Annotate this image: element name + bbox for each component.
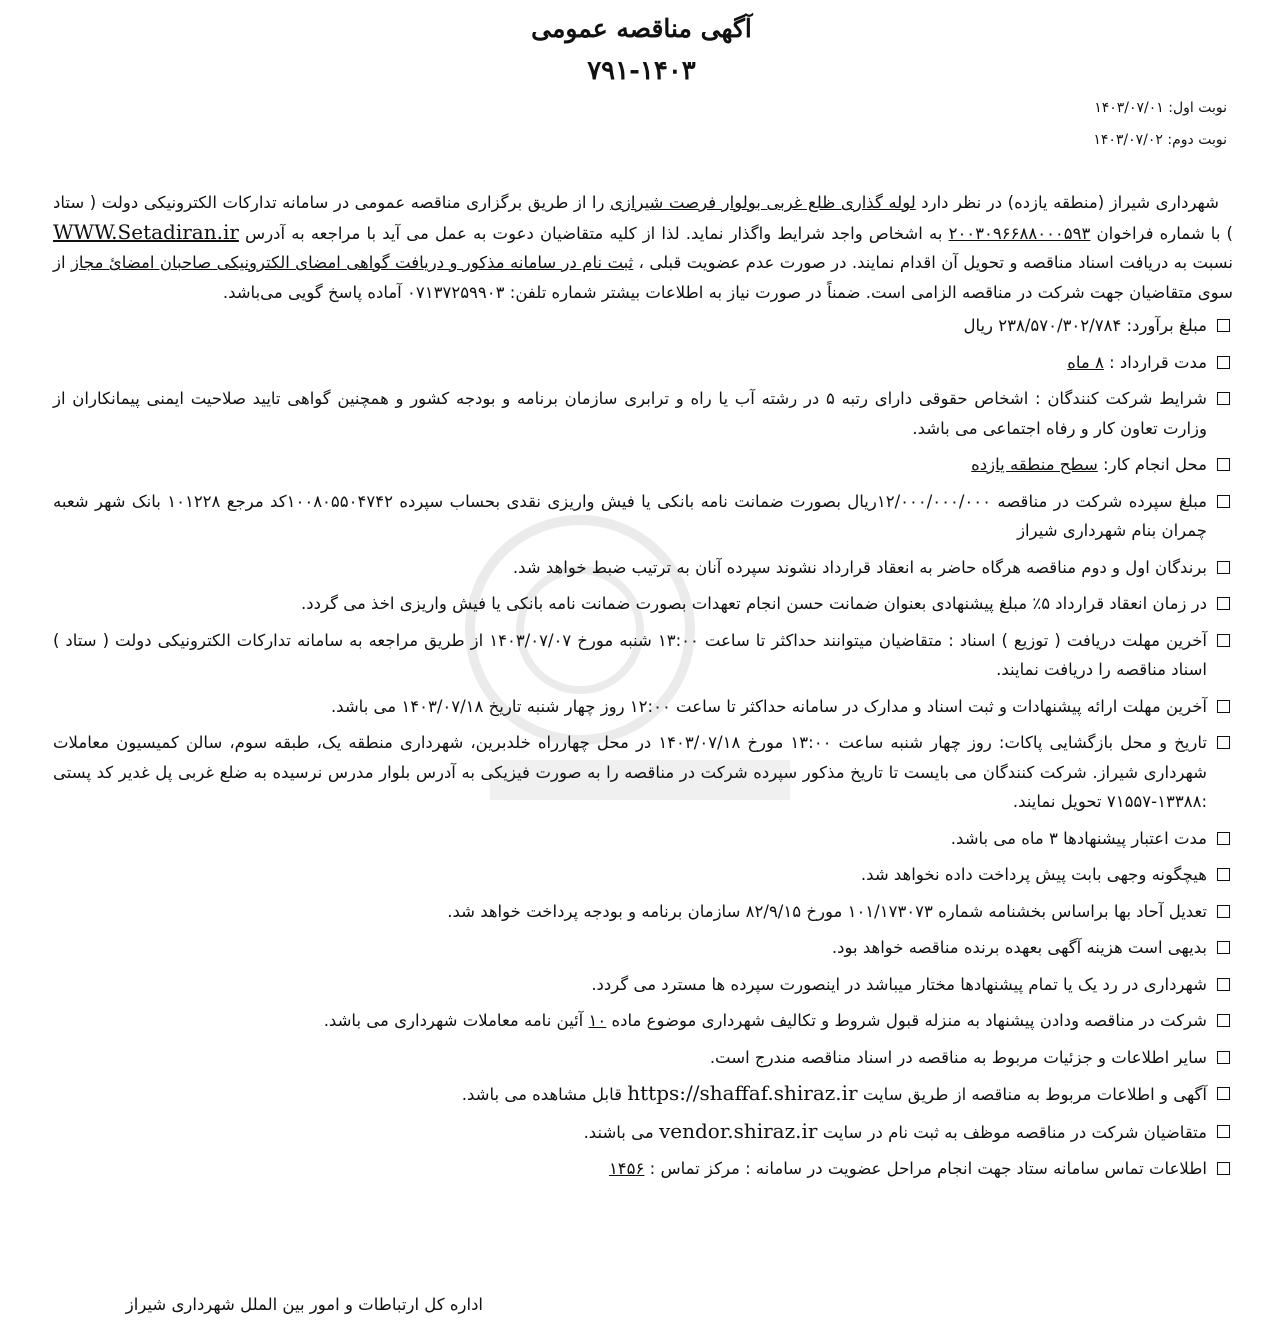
tender-number: ۲۰۰۳۰۹۶۶۸۸۰۰۰۵۹۳ <box>948 223 1091 243</box>
intro-text-2: را از طریق برگزاری مناقصه عمومی در سامانه تدارکات الکترونیکی دولت ( ستاد ) با شماره فراخوان <box>53 193 1233 243</box>
condition-item <box>53 824 1233 854</box>
condition-text: مدت قرارداد : <box>1103 352 1207 372</box>
condition-text: در زمان انعقاد قرارداد ۵٪ مبلغ پیشنهادی بعنوان ضمانت حسن انجام تعهدات بصورت ضمانت نامه بانکی یا فیش واریزی اخذ می گردد. <box>301 594 1207 613</box>
condition-highlight: ۱۰ <box>588 1011 607 1030</box>
condition-text: آگهی و اطلاعات مربوط به مناقصه از طریق سایت <box>857 1085 1207 1104</box>
condition-item <box>53 589 1233 619</box>
condition-item <box>53 553 1233 583</box>
condition-text: آخرین مهلت ارائه پیشنهادات و ثبت اسناد و مدارک در سامانه حداکثر تا ساعت ۱۲:۰۰ روز چهار شنبه تاریخ ۱۴۰۳/۰۷/۱۸ می باشد. <box>330 696 1207 716</box>
checkbox-bullet-icon <box>1217 1162 1230 1175</box>
condition-highlight: ۱۴۵۶ <box>608 1159 645 1178</box>
condition-item <box>53 1079 1233 1110</box>
checkbox-bullet-icon <box>1217 832 1230 845</box>
condition-highlight: سطح منطقه یازده <box>971 455 1098 474</box>
condition-text: بدیهی است هزینه آگهی بعهده برنده مناقصه خواهد بود. <box>831 938 1207 957</box>
condition-text: برندگان اول و دوم مناقصه هرگاه حاضر به انعقاد قرارداد نشوند سپرده آنان به ترتیب ضبط خواهد شد. <box>512 557 1207 577</box>
condition-text: تاریخ و محل بازگشایی پاکات: روز چهار شنبه ساعت ۱۳:۰۰ مورخ ۱۴۰۳/۰۷/۱۸ در محل چهارراه خلدبرین، شهرداری منطقه یک، طبقه سوم، سالن کمیسیون معاملات شهرداری شیراز. شرکت کنندگان می بایست تا تاریخ مذکور سپرده شرکت در مناقصه را به صورت فیزیکی به آدرس بلوار مدرس نرسیده به ضلع غربی پل غدیر کد پستی :۱۳۳۸۸-۷۱۵۵۷ تحویل نمایند. <box>53 733 1207 811</box>
condition-text: اطلاعات تماس سامانه ستاد جهت انجام مراحل عضویت در سامانه : مرکز تماس : <box>644 1159 1207 1178</box>
condition-text: مبلغ سپرده شرکت در مناقصه ۱۲/۰۰۰/۰۰۰/۰۰۰ریال بصورت ضمانت نامه بانکی یا فیش واریزی نقدی بحساب سپرده ۱۰۰۸۰۵۵۰۴۷۴۲کد مرجع ۱۰۱۲۲۸ بانک شهر شعبه چمران بنام شهرداری شیراز <box>53 491 1208 540</box>
condition-item <box>53 728 1233 817</box>
condition-text: مبلغ برآورد: ۲۳۸/۵۷۰/۳۰۲/۷۸۴ ریال <box>963 316 1207 335</box>
notice-body <box>53 188 1233 1191</box>
condition-item <box>53 860 1233 890</box>
condition-text: تعدیل آحاد بها براساس بخشنامه شماره ۱۰۱/۱۷۳۰۷۳ مورخ ۸۲/۹/۱۵ سازمان برنامه و بودجه پرداخت خواهد شد. <box>447 901 1207 921</box>
checkbox-bullet-icon <box>1217 634 1230 647</box>
condition-text: شرکت در مناقصه ودادن پیشنهاد به منزله قبول شروط و تکالیف شهرداری موضوع ماده <box>606 1011 1207 1030</box>
condition-item <box>53 692 1233 722</box>
condition-text-tail: قابل مشاهده می باشد. <box>461 1085 628 1104</box>
condition-text: آخرین مهلت دریافت ( توزیع ) اسناد : متقاضیان میتوانند حداکثر تا ساعت ۱۳:۰۰ شنبه مورخ ۱۴۰۳/۰۷/۰۷ از طریق مراجعه به سامانه تدارکات الکترونیکی دولت ( ستاد ) اسناد مناقصه را دریافت نمایند. <box>53 630 1207 679</box>
checkbox-bullet-icon <box>1217 941 1230 954</box>
intro-text-1: شهرداری شیراز (منطقه یازده) در نظر دارد <box>915 193 1219 212</box>
condition-highlight: ۸ ماه <box>1067 352 1104 372</box>
condition-item <box>53 348 1233 378</box>
intro-text-3: به اشخاص واجد شرایط واگذار نماید. لذا از کلیه متقاضیان دعوت به عمل می آید با مراجعه به آدرس <box>238 223 949 243</box>
condition-text: شرایط شرکت کنندگان : اشخاص حقوقی دارای رتبه ۵ در رشته آب یا راه و ترابری سازمان برنامه و بودجه کشور و همچنین گواهی تایید صلاحیت ایمنی پیمانکاران از وزارت تعاون کار و رفاه اجتماعی می باشد. <box>53 389 1207 438</box>
notice-number: ۷۹۱-۱۴۰۳ <box>587 56 696 86</box>
condition-item <box>53 450 1233 480</box>
condition-text: متقاضیان شرکت در مناقصه موظف به ثبت نام در سایت <box>817 1122 1207 1142</box>
condition-text: شهرداری در رد یک یا تمام پیشنهادها مختار میباشد در اینصورت سپرده ها مسترد می گردد. <box>591 974 1207 994</box>
checkbox-bullet-icon <box>1217 736 1230 749</box>
registration-requirement: ثبت نام در سامانه مذکور و دریافت گواهی امضای الکترونیکی صاحبان امضائ مجاز <box>70 253 634 272</box>
condition-item <box>53 933 1233 963</box>
checkbox-bullet-icon <box>1217 1051 1230 1064</box>
site-link[interactable]: vendor.shiraz.ir <box>658 1118 818 1143</box>
checkbox-bullet-icon <box>1217 495 1230 508</box>
checkbox-bullet-icon <box>1217 1087 1230 1100</box>
condition-item <box>53 626 1233 685</box>
condition-item <box>53 970 1233 1000</box>
condition-item <box>53 384 1233 443</box>
checkbox-bullet-icon <box>1217 868 1230 881</box>
intro-paragraph <box>53 188 1233 307</box>
setad-site-link[interactable]: WWW.Setadiran.ir <box>53 219 239 244</box>
condition-text-tail: آئین نامه معاملات شهرداری می باشد. <box>323 1011 589 1030</box>
condition-item <box>53 1043 1233 1073</box>
condition-item <box>53 311 1233 341</box>
checkbox-bullet-icon <box>1217 458 1230 471</box>
condition-text: هیچگونه وجهی بابت پیش پرداخت داده نخواهد شد. <box>860 865 1207 884</box>
checkbox-bullet-icon <box>1217 561 1230 574</box>
condition-item <box>53 1006 1233 1036</box>
checkbox-bullet-icon <box>1217 1125 1230 1138</box>
checkbox-bullet-icon <box>1217 356 1230 369</box>
checkbox-bullet-icon <box>1217 700 1230 713</box>
intro-text-4: نسبت به دریافت اسناد مناقصه و تحویل آن اقدام نمایند. در صورت عدم عضویت قبلی ، <box>633 253 1233 272</box>
condition-text-tail: می باشند. <box>583 1122 659 1142</box>
checkbox-bullet-icon <box>1217 319 1230 332</box>
condition-text: سایر اطلاعات و جزئیات مربوط به مناقصه در اسناد مناقصه مندرج است. <box>709 1047 1207 1067</box>
checkbox-bullet-icon <box>1217 905 1230 918</box>
first-publish-date: نوبت اول: ۱۴۰۳/۰۷/۰۱ <box>1094 100 1227 116</box>
condition-item <box>53 487 1233 546</box>
project-title: لوله گذاری ظلع غربی بولوار فرصت شیرازی <box>610 193 916 212</box>
checkbox-bullet-icon <box>1217 1014 1230 1027</box>
notice-title: آگهی مناقصه عمومی <box>531 14 752 43</box>
condition-text: محل انجام کار: <box>1097 455 1207 474</box>
checkbox-bullet-icon <box>1217 978 1230 991</box>
condition-text: مدت اعتبار پیشنهادها ۳ ماه می باشد. <box>950 828 1207 848</box>
checkbox-bullet-icon <box>1217 597 1230 610</box>
conditions-list <box>53 311 1233 1184</box>
intro-text-5: از سوی متقاضیان جهت شرکت در مناقصه الزامی است. ضمناً در صورت نیاز به اطلاعات بیشتر شماره تلفن: ۰۷۱۳۷۲۵۹۹۰۳ آماده پاسخ گویی می‌باشد. <box>53 253 1233 302</box>
site-link[interactable]: https://shaffaf.shiraz.ir <box>627 1081 858 1105</box>
condition-item <box>53 1117 1233 1148</box>
condition-item <box>53 897 1233 927</box>
condition-item <box>53 1154 1233 1184</box>
second-publish-date: نوبت دوم: ۱۴۰۳/۰۷/۰۲ <box>1093 132 1227 148</box>
checkbox-bullet-icon <box>1217 392 1230 405</box>
issuer-footer: اداره کل ارتباطات و امور بین الملل شهرداری شیراز <box>125 1295 483 1314</box>
